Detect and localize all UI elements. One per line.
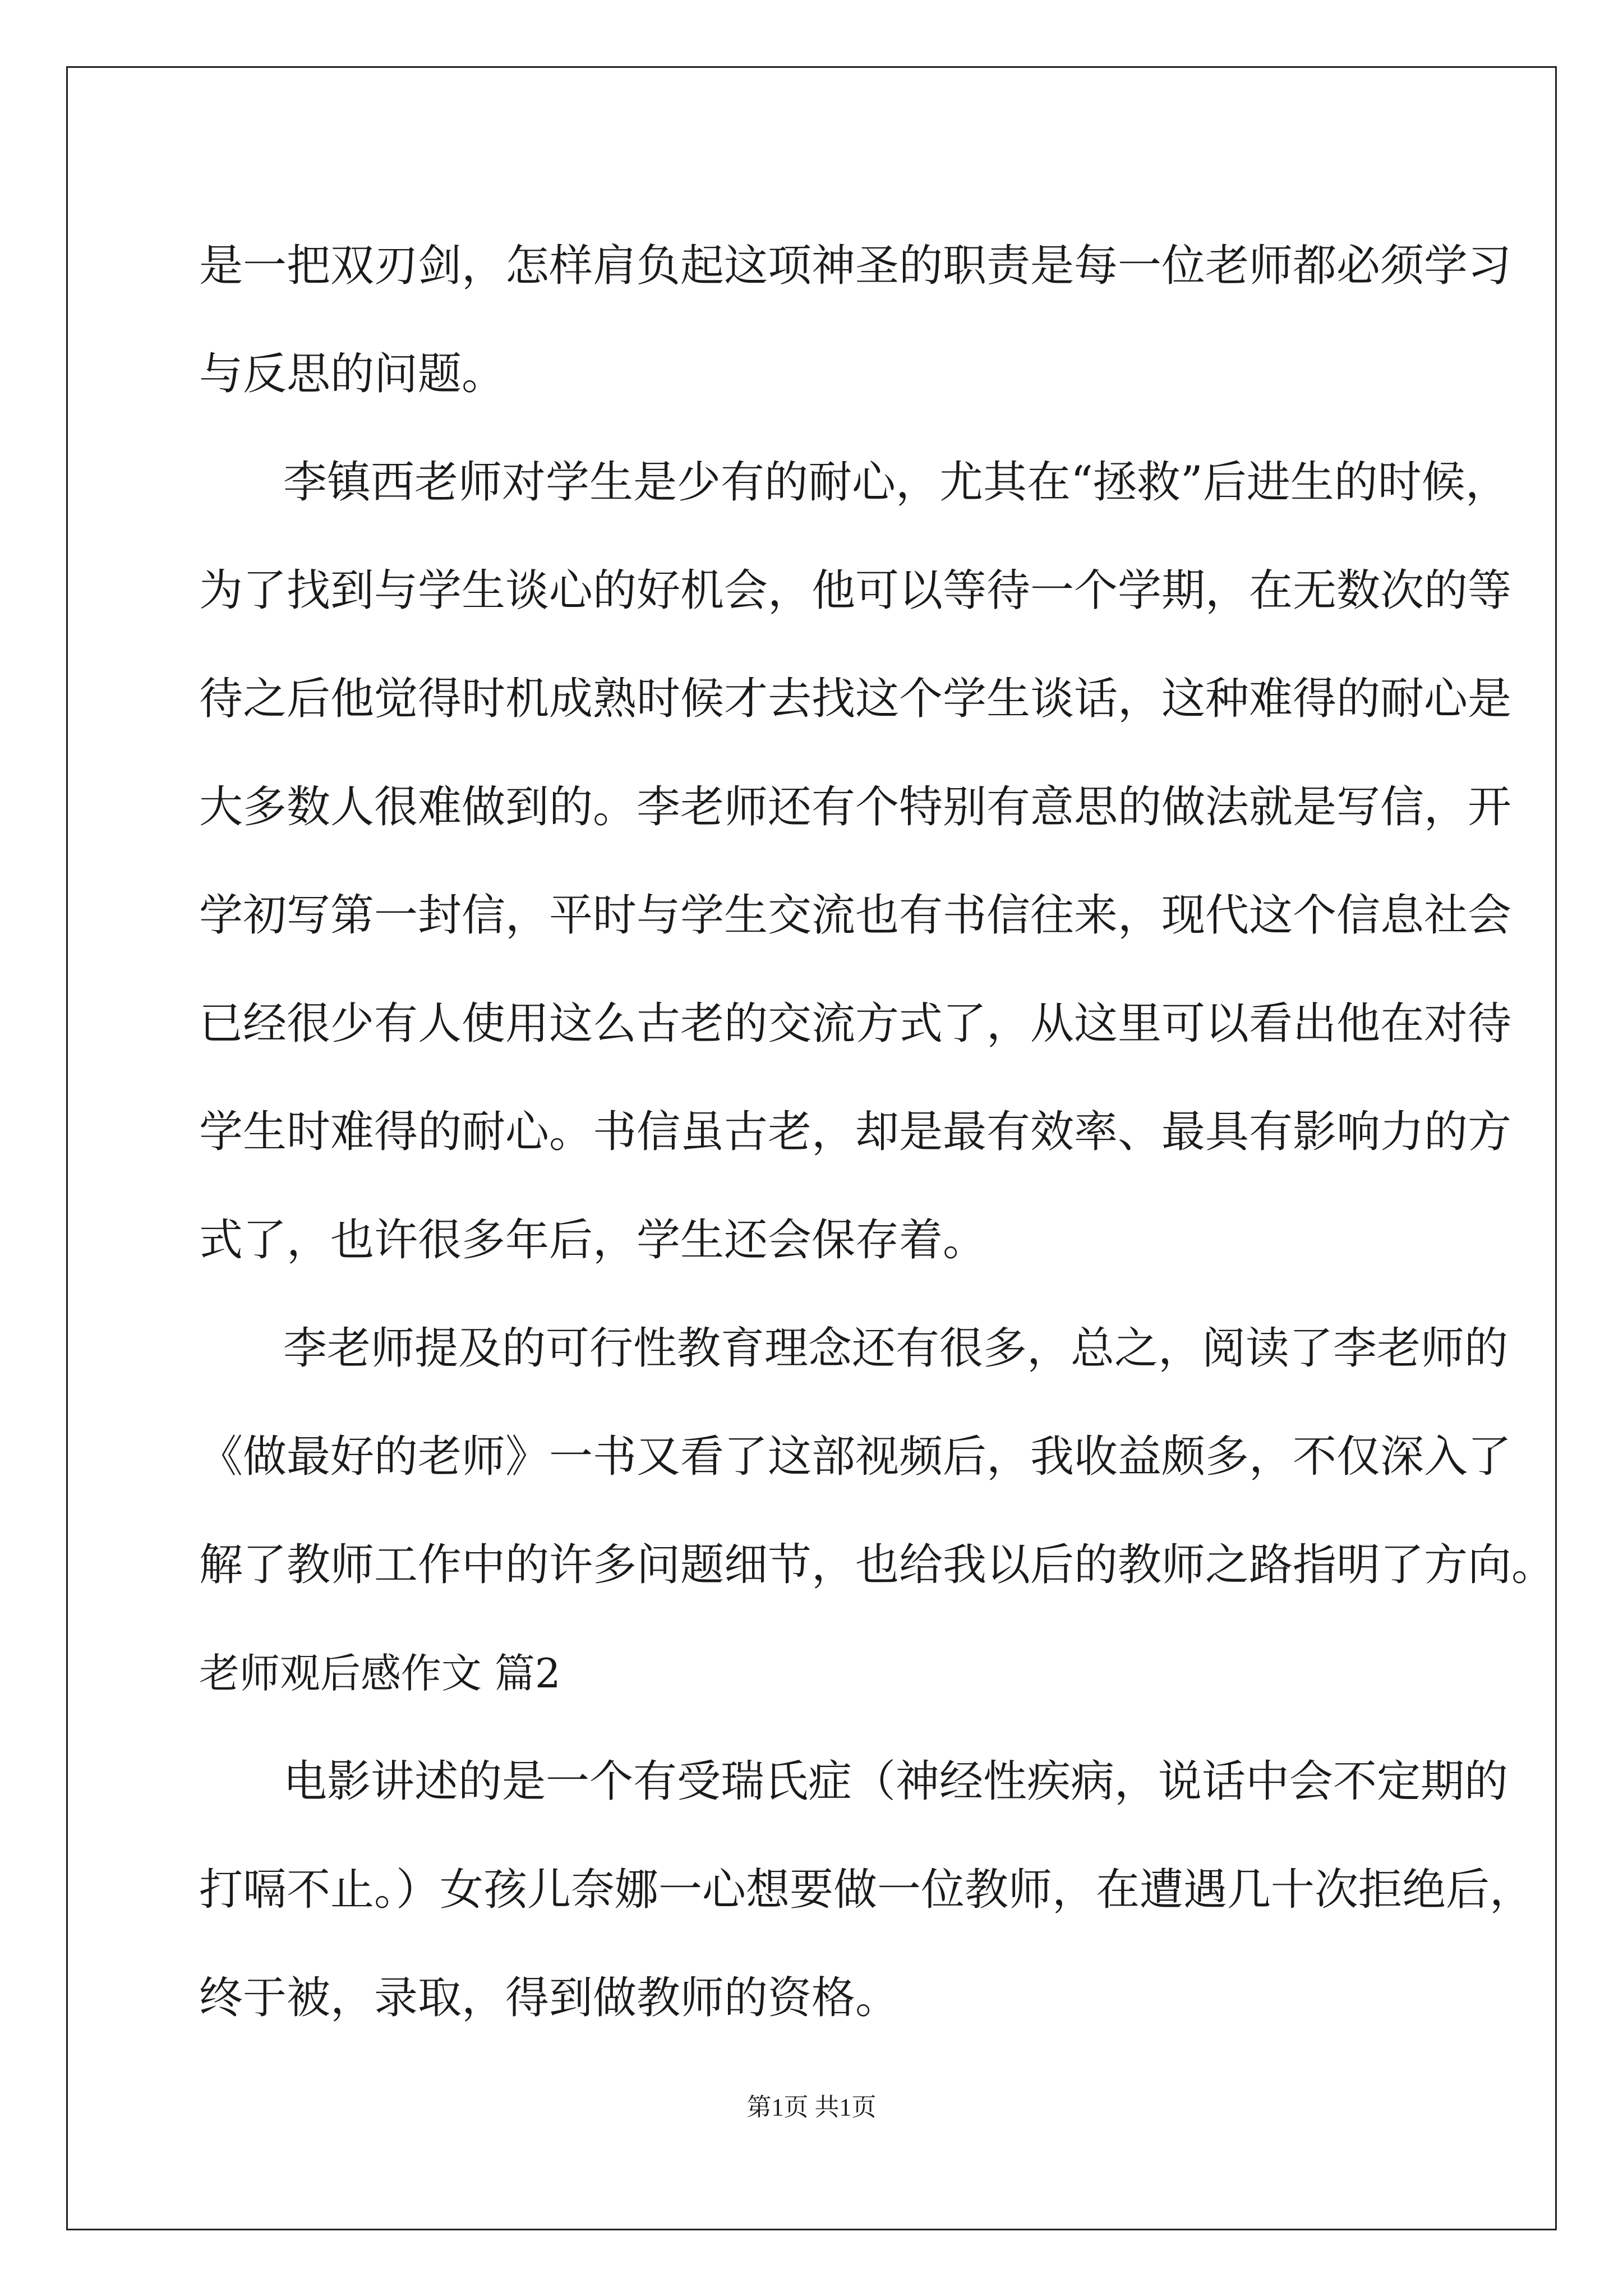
text-line: 大多数人很难做到的。李老师还有个特别有意思的做法就是写信，开 xyxy=(199,782,1512,832)
document-body xyxy=(199,212,1556,2053)
paragraph-start-line: 李老师提及的可行性教育理念还有很多，总之，阅读了李老师的 xyxy=(283,1323,1509,1374)
text-line: 学生时难得的耐心。书信虽古老，却是最有效率、最具有影响力的方 xyxy=(199,1107,1512,1157)
text-line: 《做最好的老师》一书又看了这部视频后，我收益颇多，不仅深入了 xyxy=(199,1432,1512,1482)
text-line: 是一把双刃剑，怎样肩负起这项神圣的职责是每一位老师都必须学习 xyxy=(199,241,1512,291)
text-line: 解了教师工作中的许多问题细节，也给我以后的教师之路指明了方向。 xyxy=(199,1540,1556,1590)
text-line: 打嗝不止。）女孩儿奈娜一心想要做一位教师，在遭遇几十次拒绝后， xyxy=(199,1865,1534,1915)
text-line: 为了找到与学生谈心的好机会，他可以等待一个学期，在无数次的等 xyxy=(199,565,1512,616)
text-line: 已经很少有人使用这么古老的交流方式了，从这里可以看出他在对待 xyxy=(199,999,1512,1049)
text-line: 与反思的问题。 xyxy=(199,349,506,399)
text-line: 学初写第一封信，平时与学生交流也有书信往来，现代这个信息社会 xyxy=(199,890,1512,941)
paragraph-start-line: 电影讲述的是一个有受瑞氏症（神经性疾病，说话中会不定期的 xyxy=(283,1756,1509,1807)
text-line: 终于被，录取，得到做教师的资格。 xyxy=(199,1973,900,2023)
section-heading: 老师观后感作文 篇2 xyxy=(199,1650,561,1697)
page-number-footer: 第1页 共1页 xyxy=(746,2093,877,2121)
text-line: 待之后他觉得时机成熟时候才去找这个学生谈话，这种难得的耐心是 xyxy=(199,674,1512,724)
paragraph-start-line: 李镇西老师对学生是少有的耐心，尤其在“拯救”后进生的时候， xyxy=(283,457,1509,508)
text-line: 式了，也许很多年后，学生还会保存着。 xyxy=(199,1215,987,1266)
